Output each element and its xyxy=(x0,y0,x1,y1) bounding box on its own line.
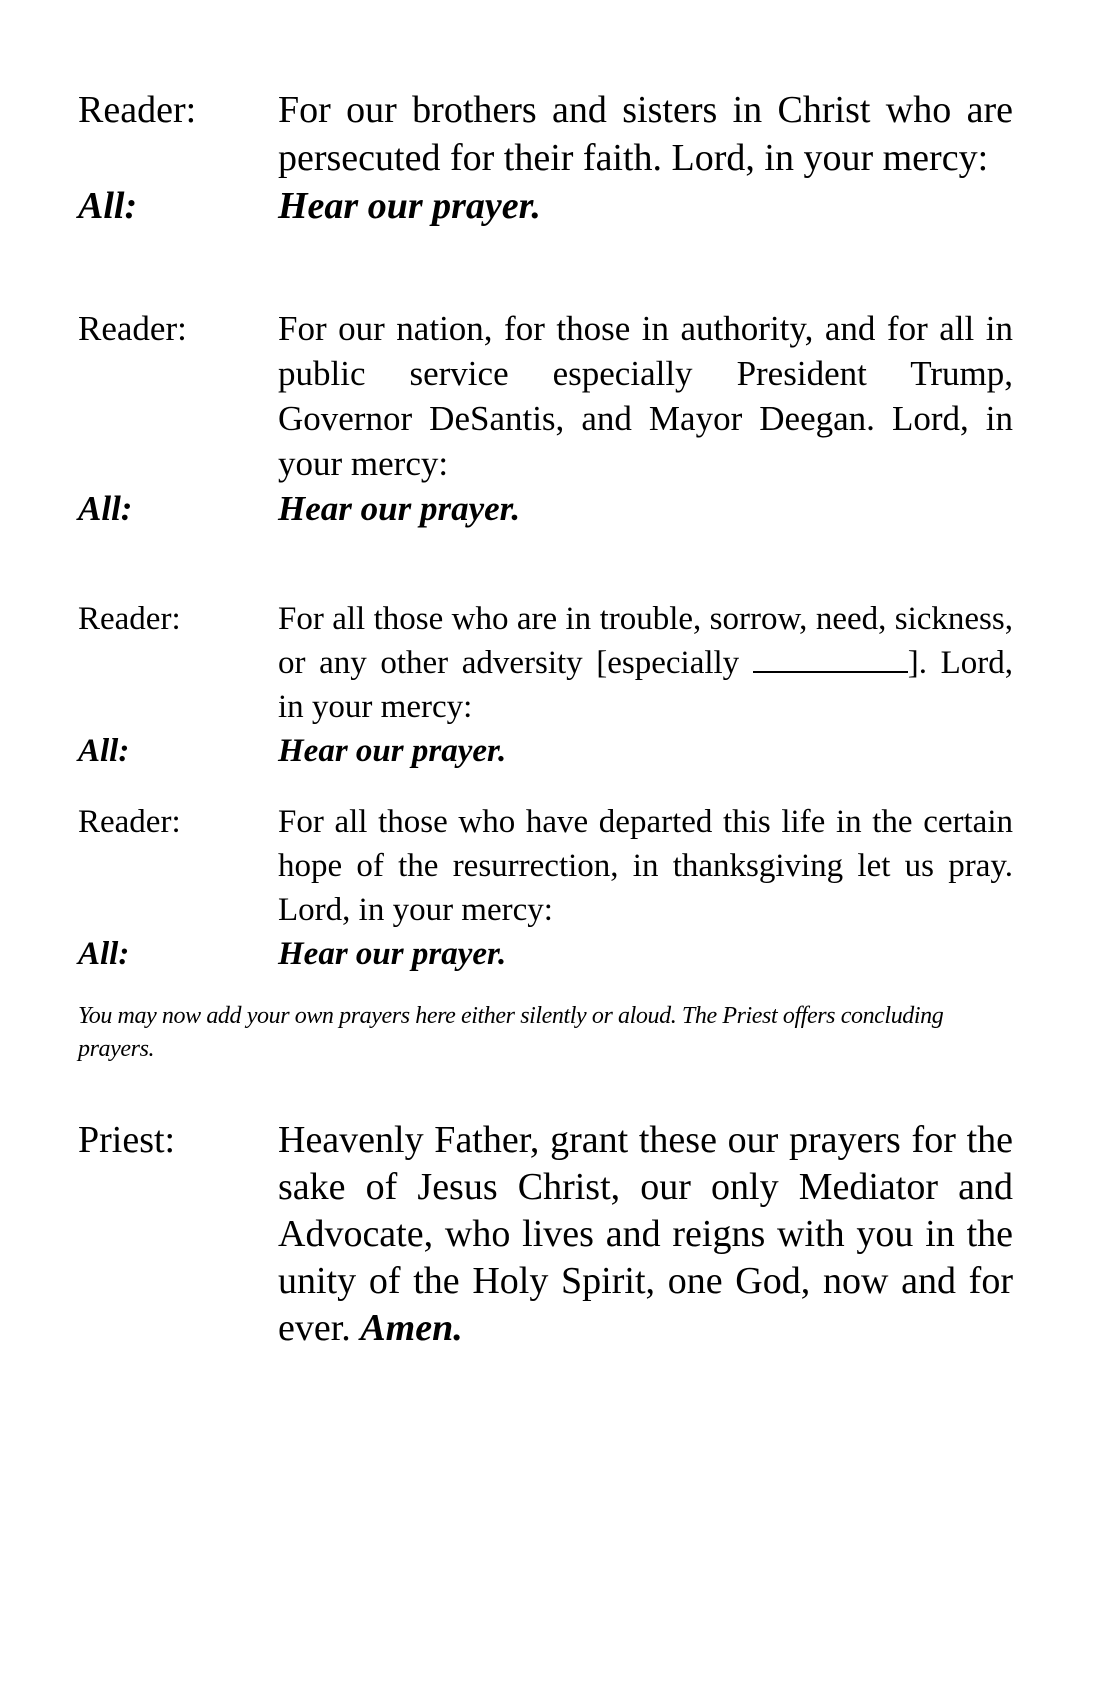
response-text: Hear our prayer. xyxy=(278,936,507,972)
petition-2 xyxy=(78,306,1013,531)
petition-text: For our nation, for those in authority, and for all in public service especially President Trump, Governor DeSantis, and Mayor Deegan. Lord, in your mercy: xyxy=(278,309,1013,483)
closing-text xyxy=(278,1117,1013,1352)
reader-label: Reader: xyxy=(78,309,187,348)
all-label: All: xyxy=(78,936,130,972)
petition-text xyxy=(278,597,1013,729)
petition-1 xyxy=(78,86,1013,230)
reader-label: Reader: xyxy=(78,89,197,131)
reader-label: Reader: xyxy=(78,601,181,637)
petition-4 xyxy=(78,800,1013,976)
instruction-rubric: You may now add your own prayers here either silently or aloud. The Priest offers concluding prayers. xyxy=(78,1003,944,1062)
all-label: All: xyxy=(78,733,130,769)
petition-text: For our brothers and sisters in Christ who are persecuted for their faith. Lord, in your mercy: xyxy=(278,89,1013,179)
fill-in-blank xyxy=(753,643,908,673)
all-label: All: xyxy=(78,185,138,227)
closing-prayer xyxy=(78,1117,1013,1352)
amen-text: Amen. xyxy=(360,1307,463,1349)
petition-3 xyxy=(78,597,1013,773)
petition-text-part: For all those who are in trouble, sorrow, need, sickness, or any other adversity [especially xyxy=(278,601,1013,681)
petition-text: For all those who have departed this life in the certain hope of the resurrection, in thanksgiving let us pray. Lord, in your mercy: xyxy=(278,804,1013,928)
response-text: Hear our prayer. xyxy=(278,489,521,528)
response-text: Hear our prayer. xyxy=(278,185,541,227)
petition-text-part: ]. Lord, in your mercy: xyxy=(278,645,1014,725)
all-label: All: xyxy=(78,489,133,528)
priest-label: Priest: xyxy=(78,1119,176,1161)
closing-text-body: Heavenly Father, grant these our prayers for the sake of Jesus Christ, our only Mediator and Advocate, who lives and reigns with you in the unity of the Holy Spirit, one God, now and for ever. xyxy=(278,1119,1013,1349)
reader-label: Reader: xyxy=(78,804,181,840)
response-text: Hear our prayer. xyxy=(278,733,507,769)
